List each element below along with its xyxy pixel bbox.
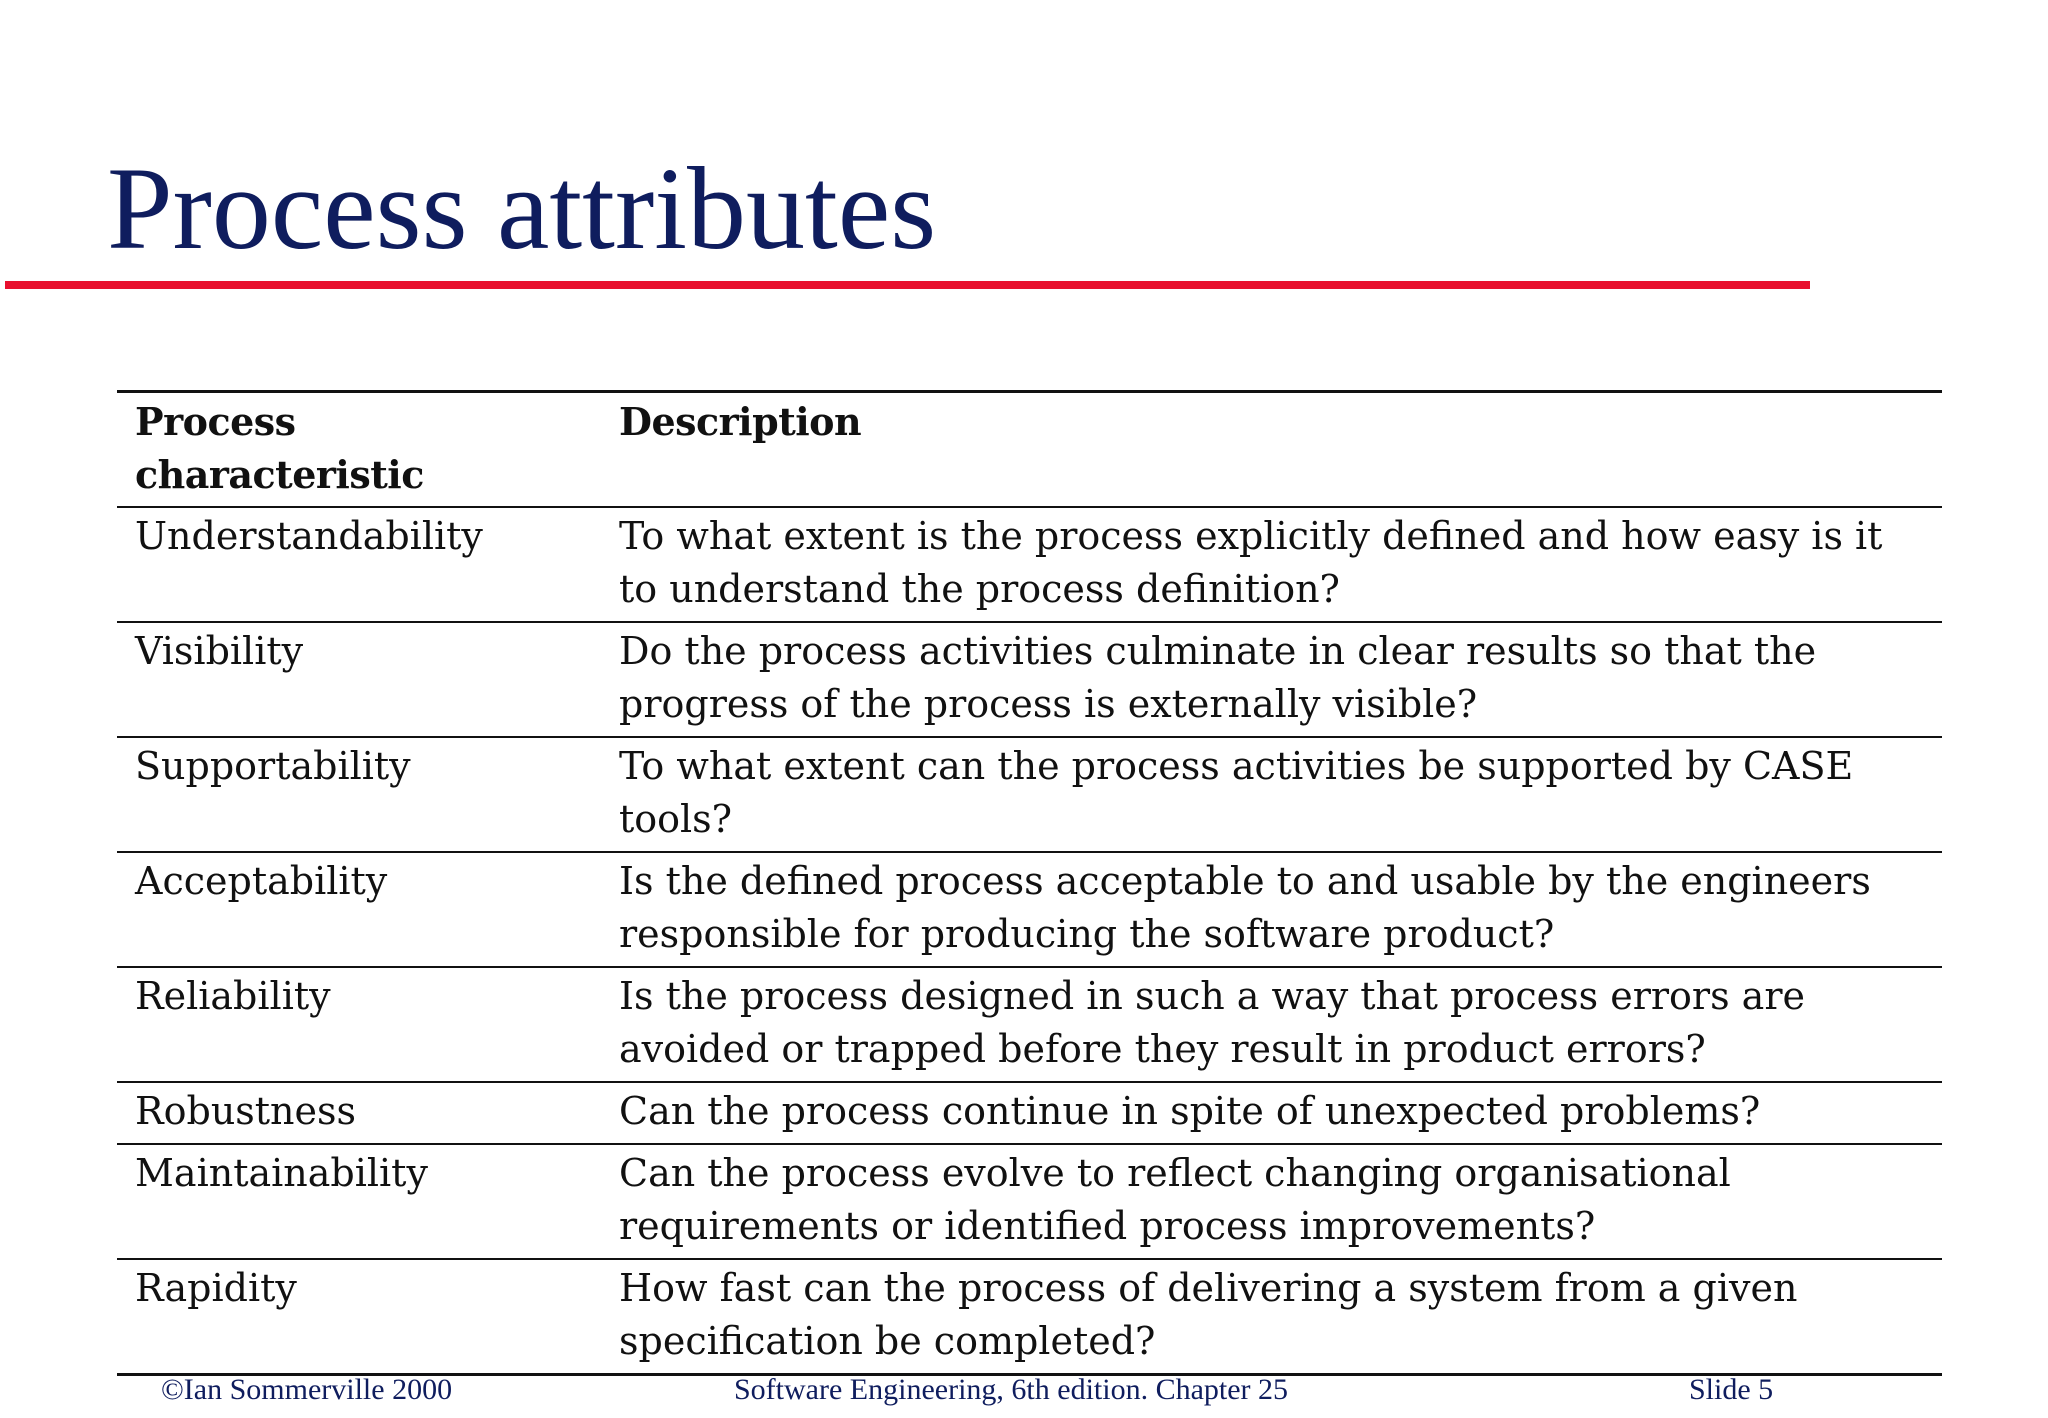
description-cell: Can the process continue in spite of unexpected problems?	[607, 1082, 1942, 1144]
characteristic-cell: Robustness	[117, 1082, 607, 1144]
table-row	[117, 1259, 1942, 1375]
characteristic-cell: Reliability	[117, 967, 607, 1082]
table-row	[117, 852, 1942, 967]
description-cell: How fast can the process of delivering a system from a given specification be completed?	[607, 1259, 1942, 1375]
table-row	[117, 507, 1942, 622]
header-description: Description	[607, 392, 1942, 508]
characteristic-cell: Maintainability	[117, 1144, 607, 1259]
table-row	[117, 967, 1942, 1082]
attributes-table-container	[117, 390, 1942, 1376]
table-row	[117, 1144, 1942, 1259]
description-cell: Can the process evolve to reflect changing organisational requirements or identified process improvements?	[607, 1144, 1942, 1259]
description-cell: To what extent can the process activities be supported by CASE tools?	[607, 737, 1942, 852]
slide-title: Process attributes	[107, 143, 937, 274]
process-attributes-table	[117, 390, 1942, 1376]
header-process-characteristic: Process characteristic	[117, 392, 607, 508]
footer-book-chapter: Software Engineering, 6th edition. Chapter 25	[734, 1373, 1289, 1406]
description-cell: Is the defined process acceptable to and usable by the engineers responsible for producing the software product?	[607, 852, 1942, 967]
description-cell: Is the process designed in such a way that process errors are avoided or trapped before they result in product errors?	[607, 967, 1942, 1082]
description-cell: Do the process activities culminate in clear results so that the progress of the process is externally visible?	[607, 622, 1942, 737]
footer-copyright: ©Ian Sommerville 2000	[161, 1373, 453, 1406]
title-underline-rule	[5, 281, 1810, 289]
table-header-row	[117, 392, 1942, 508]
characteristic-cell: Rapidity	[117, 1259, 607, 1375]
characteristic-cell: Acceptability	[117, 852, 607, 967]
characteristic-cell: Supportability	[117, 737, 607, 852]
table-row	[117, 737, 1942, 852]
characteristic-cell: Understandability	[117, 507, 607, 622]
description-cell: To what extent is the process explicitly defined and how easy is it to understand the process definition?	[607, 507, 1942, 622]
table-row	[117, 1082, 1942, 1144]
table-row	[117, 622, 1942, 737]
characteristic-cell: Visibility	[117, 622, 607, 737]
footer-slide-number: Slide 5	[1689, 1373, 1774, 1406]
